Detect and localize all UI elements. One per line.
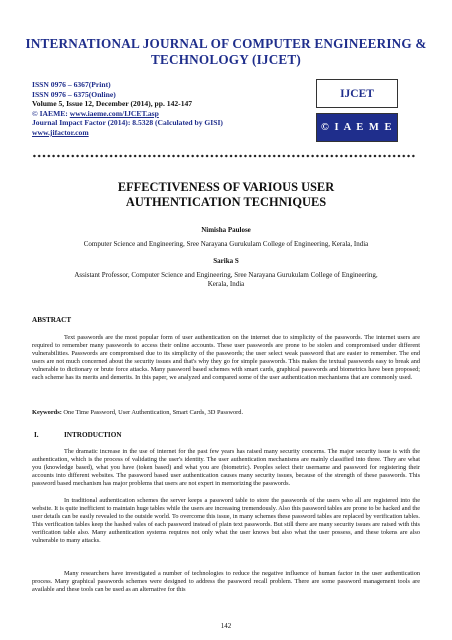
issn-online: ISSN 0976 – 6375(Online) <box>32 89 116 99</box>
author-affiliation: Computer Science and Engineering, Sree Narayana Gurukulam College of Engineering, Kerala, India <box>83 240 369 248</box>
introduction-heading <box>34 431 122 439</box>
section-number: I. <box>34 431 39 439</box>
paper-title: EFFECTIVENESS OF VARIOUS USER AUTHENTICATION TECHNIQUES <box>117 180 335 209</box>
journal-title: INTERNATIONAL JOURNAL OF COMPUTER ENGINEERING & TECHNOLOGY (IJCET) <box>25 36 427 67</box>
journal-meta <box>32 80 312 138</box>
iaeme-link[interactable]: www.iaeme.com/IJCET.asp <box>69 108 159 118</box>
dotted-divider <box>32 153 416 159</box>
ijcet-badge: IJCET <box>316 79 398 108</box>
page-number: 142 <box>220 622 232 630</box>
keywords-line <box>32 409 420 416</box>
jif-link[interactable]: www.jifactor.com <box>32 127 89 137</box>
iaeme-line <box>32 109 312 119</box>
intro-paragraph-3: Many researchers have investigated a number of technologies to reduce the negative influence of human factor in the user authentication process. Many graphical passwords schemes were designed to address the password recall problem. There are some password management tools are available and these tools can be used as an alternative for this <box>32 570 420 594</box>
author-name: Sarika S <box>213 257 239 265</box>
author-affiliation: Assistant Professor, Computer Science and Engineering, Sree Narayana Gurukulam College of Engineering, Kerala, India <box>74 271 378 288</box>
author-name: Nimisha Paulose <box>201 226 251 234</box>
section-title: INTRODUCTION <box>64 431 122 439</box>
abstract-heading: ABSTRACT <box>32 316 72 324</box>
author-block-1 <box>32 226 420 249</box>
intro-paragraph-1: The dramatic increase in the use of internet for the past few years has raised many security concerns. The major security issue is with the authentication, which is the process of validating the user's identity. The user authentication mechanisms are mainly classified into three. They are what you (knowledge based), what you have (token based) and what you are (biometric). Peoples select their username and password for registering their accounts into different websites. The password based user authentication causes many security issues, because of the strength of these passwords. This password based mechanism has major problems that users are not expert in memorizing the passwords. <box>32 448 420 488</box>
iaeme-badge: © I A E M E <box>316 113 398 142</box>
issn-print: ISSN 0976 – 6367(Print) <box>32 80 111 89</box>
iaeme-prefix: © IAEME: <box>32 108 70 118</box>
keywords-label: Keywords: <box>32 409 62 416</box>
impact-factor: Journal Impact Factor (2014): 8.5328 (Calculated by GISI) <box>32 118 223 128</box>
author-block-2 <box>32 257 420 289</box>
keywords-text: One Time Password, User Authentication, Smart Cards, 3D Password. <box>61 409 244 416</box>
intro-paragraph-2: In traditional authentication schemes the server keeps a password table to store the passwords of the users who all are registered into the website. It is quite inefficient to maintain huge tables while the users are increasing tremendously. Also this password tables are prone to be hacked and the user details can be easily revealed to the outside world. To overcome this issue, in many schemes these password tables are replaced by verification tables. This verification tables keep the hashed vales of each password instead of plain text passwords. But still there are many security issues are raised with this verification table also. Many authentication systems requires not only what the user knows but also what the user possess, and these tokens are also vulnerable to many attacks. <box>32 497 420 545</box>
abstract-body: Text passwords are the most popular form of user authentication on the internet due to simplicity of the passwords. The internet users are required to remember many passwords to access their online accounts. These user passwords are prone to be stolen and compromised under different vulnerabilities. Passwords are compromised due to its simplicity of the passwords; the user select weak password that are easier to remember. The end users are not much concerned about the security issues and that's why they go for simple passwords. This makes the textual passwords easy to break and vulnerable to dictionary or brute force attacks. Many password based schemes with smart cards, graphical passwords and biometrics have been proposed; each scheme has its merits and demerits. In this paper, we analyzed and compared some of the user authentication mechanisms that are commonly used. <box>32 334 420 382</box>
volume-info: Volume 5, Issue 12, December (2014), pp. 142-147 <box>32 99 193 109</box>
